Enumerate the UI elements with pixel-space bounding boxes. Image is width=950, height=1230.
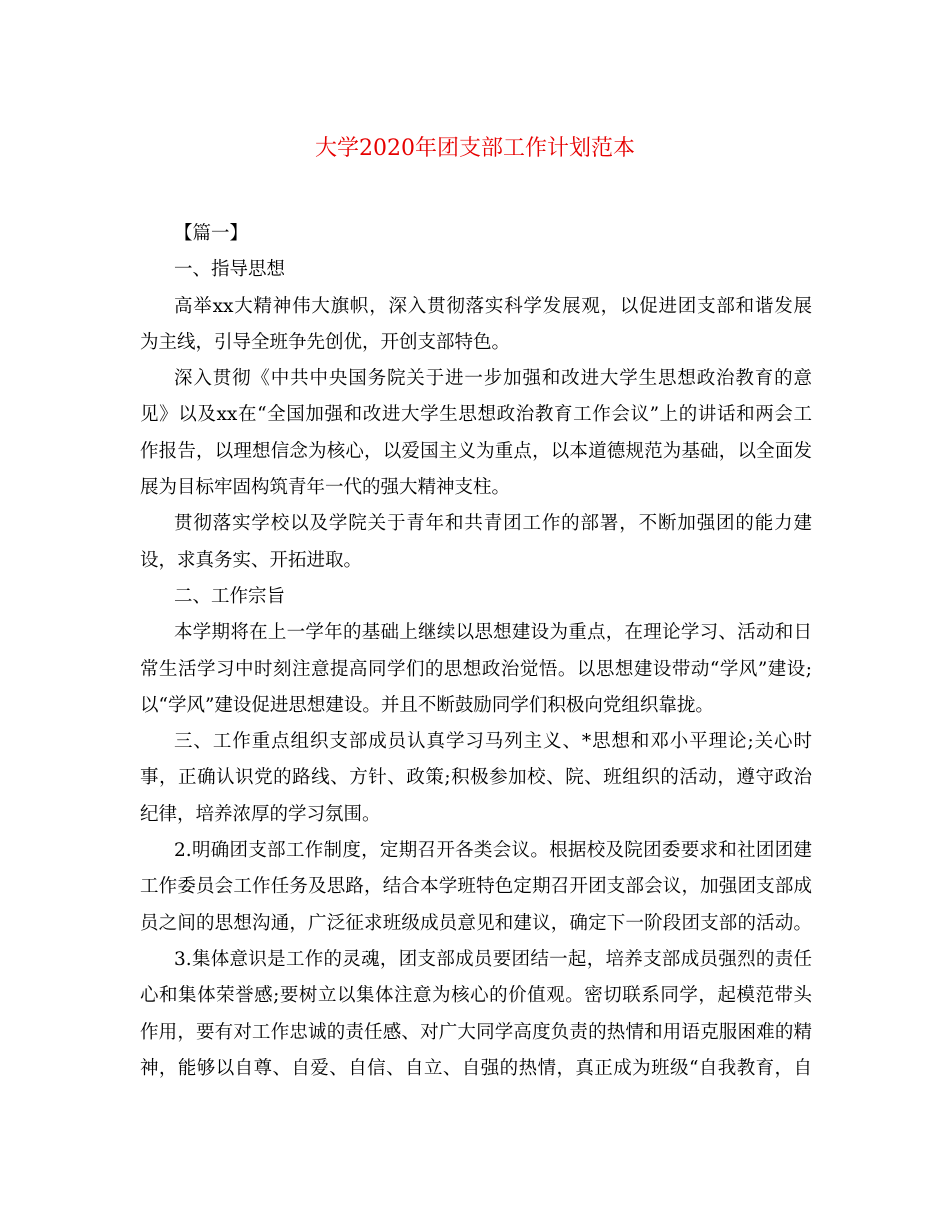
- text-line: 作报告，以理想信念为核心，以爱国主义为重点，以本道德规范为基础，以全面发: [140, 440, 812, 462]
- text-line: 作用，要有对工作忠诚的责任感、对广大同学高度负责的热情和用语克服困难的精: [140, 1021, 812, 1043]
- text-line: 见》以及xx在“全国加强和改进大学生思想政治教育工作会议”上的讲话和两会工: [140, 404, 812, 426]
- text-line: 心和集体荣誉感;要树立以集体注意为核心的价值观。密切联系同学，起模范带头: [140, 985, 812, 1007]
- text-line: 深入贯彻《中共中央国务院关于进一步加强和改进大学生思想政治教育的意: [174, 368, 812, 390]
- text-line: 员之间的思想沟通，广泛征求班级成员意见和建议，确定下一阶段团支部的活动。: [140, 912, 812, 934]
- text-line: 工作委员会工作任务及思路，结合本学班特色定期召开团支部会议，加强团支部成: [140, 876, 812, 898]
- text-line: 3.集体意识是工作的灵魂，团支部成员要团结一起，培养支部成员强烈的责任: [174, 948, 812, 970]
- text-line: 2.明确团支部工作制度，定期召开各类会议。根据校及院团委要求和社团团建: [174, 840, 812, 862]
- text-line: 以“学风”建设促进思想建设。并且不断鼓励同学们积极向党组织靠拢。: [140, 694, 714, 716]
- text-line: 二、工作宗旨: [174, 585, 286, 607]
- text-line: 事，正确认识党的路线、方针、政策;积极参加校、院、班组织的活动，遵守政治: [140, 767, 812, 789]
- document-title: 大学2020年团支部工作计划范本: [315, 136, 635, 161]
- text-line: 纪律，培养浓厚的学习氛围。: [140, 803, 381, 825]
- text-line: 常生活学习中时刻注意提高同学们的思想政治觉悟。以思想建设带动“学风”建设;: [140, 658, 812, 680]
- text-line: 三、工作重点组织支部成员认真学习马列主义、*思想和邓小平理论;关心时: [174, 731, 812, 753]
- text-line: 设，求真务实、开拓进取。: [140, 549, 363, 571]
- text-line: 【篇一】: [174, 223, 249, 244]
- document-body: [140, 216, 812, 1087]
- text-line: 贯彻落实学校以及学院关于青年和共青团工作的部署，不断加强团的能力建: [174, 513, 812, 535]
- text-line: 神，能够以自尊、自爱、自信、自立、自强的热情，真正成为班级“自我教育，自: [140, 1057, 812, 1079]
- text-line: 展为目标牢固构筑青年一代的强大精神支柱。: [140, 477, 511, 499]
- text-line: 为主线，引导全班争先创优，开创支部特色。: [140, 331, 511, 353]
- text-line: 一、指导思想: [174, 259, 286, 281]
- text-line: 高举xx大精神伟大旗帜，深入贯彻落实科学发展观，以促进团支部和谐发展: [174, 295, 812, 317]
- text-line: 本学期将在上一学年的基础上继续以思想建设为重点，在理论学习、活动和日: [174, 622, 812, 644]
